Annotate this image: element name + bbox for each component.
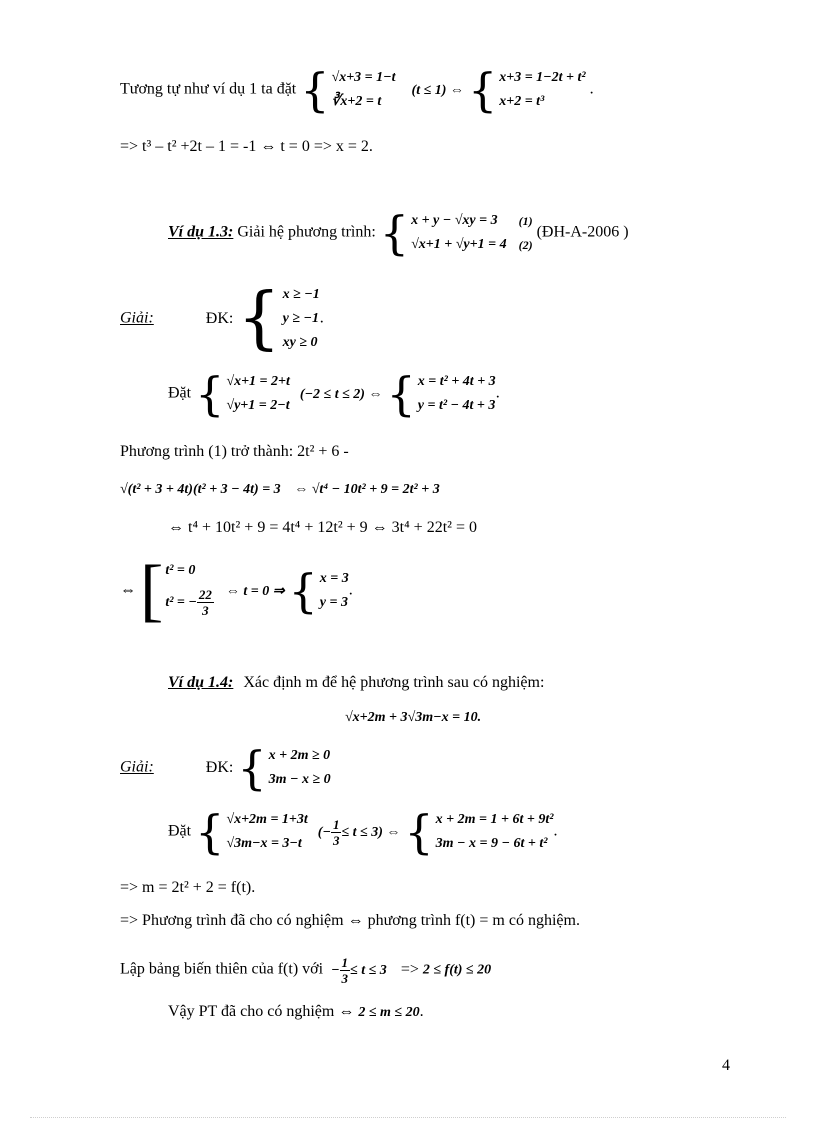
condition-label: ĐK:: [205, 758, 234, 776]
solution-system: { x = 3 y = 3: [288, 564, 349, 618]
conclusion: ⇔ t = 0 ⇒: [225, 583, 285, 599]
system-row: x+2 = t³: [499, 94, 545, 109]
variation-table-line: [120, 955, 491, 986]
system-row: x + 2m = 1 + 6t + 9t²: [435, 812, 554, 827]
period: .: [419, 1003, 424, 1020]
system-row: x ≥ −1: [282, 287, 320, 302]
example-1-3: [168, 206, 629, 260]
system-row: xy ≥ 0: [282, 335, 318, 350]
system-row: x = 3: [319, 571, 349, 586]
system-row: √x+2m = 1+3t: [226, 812, 308, 827]
system-row: 3m − x ≥ 0: [268, 772, 331, 787]
result-line: => t³ – t² +2t – 1 = -1 ⇔ t = 0 => x = 2.: [120, 138, 373, 155]
fraction: $\frac{1}{3}$: [332, 816, 340, 848]
case-row: t² = − $\frac{22}{3}$: [165, 587, 212, 619]
intro-line: [120, 63, 594, 117]
conclusion-line: [168, 1002, 424, 1023]
substitution-label: Đặt: [168, 384, 192, 402]
condition-system: { x + 2m ≥ 0 3m − x ≥ 0: [237, 741, 331, 795]
equivalence-symbol: ⇔: [120, 581, 136, 599]
equation-system: { x + y − √xy = 3 √x+1 + √y+1 = 4 (1) (2): [379, 206, 533, 260]
variation-text: Lập bảng biến thiên của f(t) với: [120, 960, 324, 978]
substitution-1-4: [168, 805, 558, 859]
condition: (−2 ≤ t ≤ 2) ⇔: [299, 386, 383, 402]
substitution-system: { √x+2m = 1+3t √3m−x = 3−t: [195, 805, 308, 859]
equivalent-system: { x = t² + 4t + 3 y = t² − 4t + 3: [386, 367, 496, 421]
system-row: x+3 = 1−2t + t²: [499, 70, 586, 85]
footer-rule: [30, 1117, 786, 1118]
system-row: √x+1 + √y+1 = 4: [411, 237, 507, 252]
system-row: √3m−x = 3−t: [226, 836, 302, 851]
m-expression: => m = 2t² + 2 = f(t).: [120, 879, 256, 896]
equivalent-system: { x + 2m = 1 + 6t + 9t² 3m − x = 9 − 6t + t²: [404, 805, 554, 859]
page-number: 4: [722, 1057, 730, 1074]
m-range: 2 ≤ m ≤ 20: [358, 1005, 420, 1020]
equivalence-statement: => Phương trình đã cho có nghiệm ⇔ phương trình f(t) = m có nghiệm.: [120, 912, 580, 929]
equation-tag: (2): [518, 238, 533, 252]
example-label: Ví dụ 1.3:: [168, 223, 234, 241]
radical-equation-equivalent: ⇔ √t⁴ − 10t² + 9 = 2t² + 3: [294, 482, 440, 497]
polynomial-equation: ⇔ t⁴ + 10t² + 9 = 4t⁴ + 12t² + 9 ⇔ 3t⁴ + 22t² = 0: [168, 519, 477, 536]
t-range: − $\frac{1}{3}$ ≤ t ≤ 3: [331, 955, 387, 986]
substitution-1-3: [168, 367, 500, 421]
system-row: ∛x+2 = t: [331, 94, 382, 109]
system-row: √x+1 = 2+t: [226, 374, 290, 389]
system-row: √x+3 = 1−t: [331, 70, 396, 85]
solution-1-4: [120, 741, 331, 795]
system-row: y = 3: [319, 595, 348, 610]
radical-equation: √(t² + 3 + 4t)(t² + 3 − 4t) = 3: [120, 482, 281, 497]
example-label: Ví dụ 1.4:: [168, 674, 234, 691]
condition: (− $\frac{1}{3}$ ≤ t ≤ 3) ⇔: [317, 816, 401, 848]
intro-text: Tương tự như ví dụ 1 ta đặt: [120, 80, 297, 98]
example-text: Xác định m để hệ phương trình sau có nghiệm:: [243, 674, 545, 691]
fraction: $\frac{1}{3}$: [341, 955, 349, 986]
example-text: Giải hệ phương trình:: [237, 223, 376, 241]
radical-equation-line: [120, 480, 440, 500]
fraction: $\frac{22}{3}$: [198, 587, 212, 619]
equivalent-system: { x+3 = 1−2t + t² x+2 = t³: [467, 63, 586, 117]
root-cases: [ t² = 0 t² = − $\frac{22}{3}$: [140, 552, 212, 629]
system-row: 3m − x = 9 − 6t + t²: [435, 836, 548, 851]
period: .: [348, 581, 353, 599]
system-row: √y+1 = 2−t: [226, 398, 290, 413]
condition: (t ≤ 1) ⇔: [411, 82, 464, 98]
period: .: [589, 80, 594, 98]
condition-label: ĐK:: [205, 309, 234, 327]
transform-line: Phương trình (1) trở thành: 2t² + 6 -: [120, 443, 349, 460]
conclusion-text: Vậy PT đã cho có nghiệm ⇔: [168, 1003, 355, 1020]
implies-arrow: =>: [400, 960, 419, 978]
substitution-system: { √x+3 = 1−t ∛x+2 = t: [300, 63, 396, 117]
period: .: [553, 822, 558, 840]
root-cases-line: [120, 552, 353, 629]
system-row: x = t² + 4t + 3: [417, 374, 496, 389]
system-row: x + y − √xy = 3: [411, 213, 498, 228]
exam-reference: (ĐH-A-2006 ): [536, 223, 629, 241]
example-equation: √x+2m + 3√3m−x = 10.: [345, 710, 482, 725]
system-row: x + 2m ≥ 0: [268, 748, 331, 763]
substitution-system: { √x+1 = 2+t √y+1 = 2−t: [195, 367, 290, 421]
solution-label: Giải:: [120, 758, 154, 776]
example-1-4: [168, 673, 544, 693]
solution-label: Giải:: [120, 309, 154, 327]
substitution-label: Đặt: [168, 822, 192, 840]
system-row: y ≥ −1: [282, 311, 319, 326]
period: .: [319, 309, 324, 327]
system-row: y = t² − 4t + 3: [417, 398, 496, 413]
case-row: t² = 0: [165, 563, 196, 578]
equation-tag: (1): [518, 214, 533, 228]
f-range: 2 ≤ f(t) ≤ 20: [422, 962, 492, 978]
solution-1-3: [120, 279, 324, 358]
condition-system: { x ≥ −1 y ≥ −1 xy ≥ 0: [237, 279, 320, 358]
period: .: [495, 384, 500, 402]
